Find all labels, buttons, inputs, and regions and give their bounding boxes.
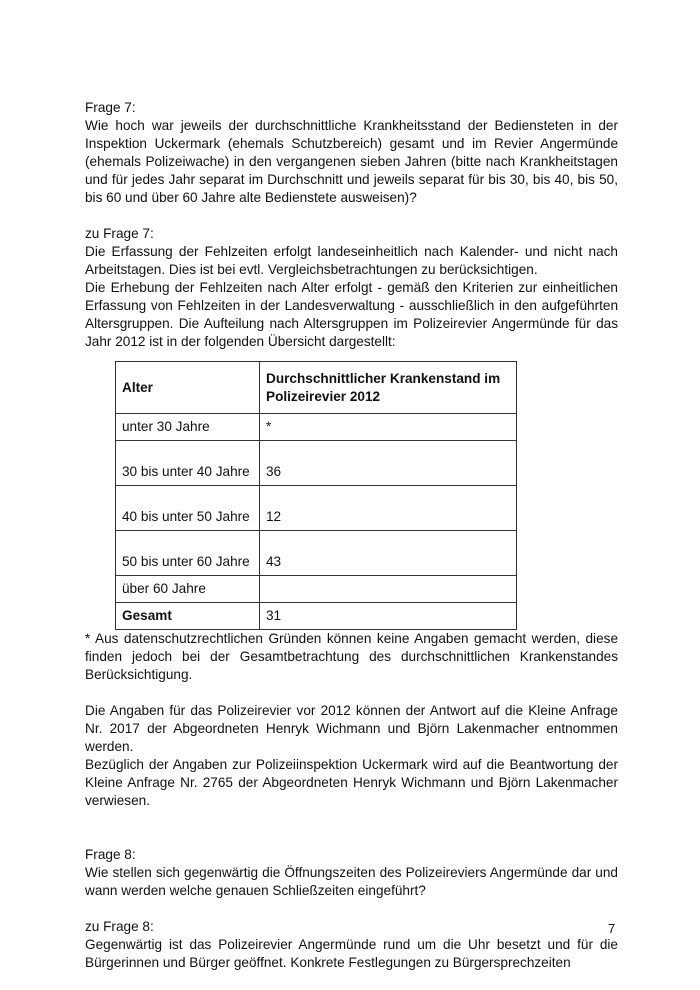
answer-8-text: Gegenwärtig ist das Polizeirevier Angermünde rund um die Uhr besetzt und für die Bürgerinnen und Bürger geöffnet. Konkrete Festlegungen zu Bürgersprechzeiten [85,937,618,970]
table-cell-age: 30 bis unter 40 Jahre [116,441,260,486]
table-cell-age: über 60 Jahre [116,576,260,603]
table-row [116,486,517,531]
table-row [116,531,517,576]
table-cell-value: 36 [260,441,517,486]
table-header-row [116,362,517,414]
sick-leave-table [115,361,517,630]
page-content [85,99,618,972]
answer-8-label: zu Frage 8: [85,919,154,934]
page-number: 7 [608,921,616,936]
table-total-label: Gesamt [116,603,260,630]
table-row [116,576,517,603]
answer-7-label: zu Frage 7: [85,226,154,241]
answer-7-paragraph-1: Die Erfassung der Fehlzeiten erfolgt landeseinheitlich nach Kalender- und nicht nach Arbeitstagen. Dies ist bei evtl. Vergleichsbetrachtungen zu berücksichtigen. [85,244,618,277]
table-cell-value: 12 [260,486,517,531]
table-header-sick-rate: Durchschnittlicher Krankenstand im Polizeirevier 2012 [260,362,517,414]
question-7-label: Frage 7: [85,100,136,115]
table-header-age: Alter [116,362,260,414]
answer-7-paragraph-4: Bezüglich der Angaben zur Polizeiinspektion Uckermark wird auf die Beantwortung der Kleine Anfrage Nr. 2765 der Abgeordneten Henryk Wichmann und Björn Lakenmacher verwiesen. [85,757,618,808]
answer-7-paragraph-2: Die Erhebung der Fehlzeiten nach Alter erfolgt - gemäß den Kriterien zur einheitlichen Erfassung von Fehlzeiten in der Landesverwaltung - ausschließlich in den aufgeführten Altersgruppen. Die Aufteilung nach Altersgruppen im Polizeirevier Angermünde für das Jahr 2012 ist in der folgenden Übersicht dargestellt: [85,280,618,349]
table-cell-value: * [260,414,517,441]
answer-7-paragraph-3: Die Angaben für das Polizeirevier vor 2012 können der Antwort auf die Kleine Anfrage Nr. 2017 der Abgeordneten Henryk Wichmann und Björn Lakenmacher entnommen werden. [85,703,618,754]
table-cell-value [260,576,517,603]
table-cell-age: 50 bis unter 60 Jahre [116,531,260,576]
table-row [116,414,517,441]
question-8-text: Wie stellen sich gegenwärtig die Öffnungszeiten des Polizeireviers Angermünde dar und wann werden welche genauen Schließzeiten eingeführt? [85,865,618,898]
table-total-value: 31 [260,603,517,630]
table-total-row [116,603,517,630]
table-cell-age: unter 30 Jahre [116,414,260,441]
table-cell-age: 40 bis unter 50 Jahre [116,486,260,531]
table-cell-value: 43 [260,531,517,576]
question-7-text: Wie hoch war jeweils der durchschnittliche Krankheitsstand der Bediensteten in der Inspektion Uckermark (ehemals Schutzbereich) gesamt und im Revier Angermünde (ehemals Polizeiwache) in den vergangenen sieben Jahren (bitte nach Krankheitstagen und für jedes Jahr separat im Durchschnitt und jeweils separat für bis 30, bis 40, bis 50, bis 60 und über 60 Jahre alte Bedienstete ausweisen)? [85,118,618,205]
table-footnote: * Aus datenschutzrechtlichen Gründen können keine Angaben gemacht werden, diese finden jedoch bei der Gesamtbetrachtung des durchschnittlichen Krankenstandes Berücksichtigung. [85,631,618,682]
question-8-label: Frage 8: [85,847,136,862]
table-row [116,441,517,486]
